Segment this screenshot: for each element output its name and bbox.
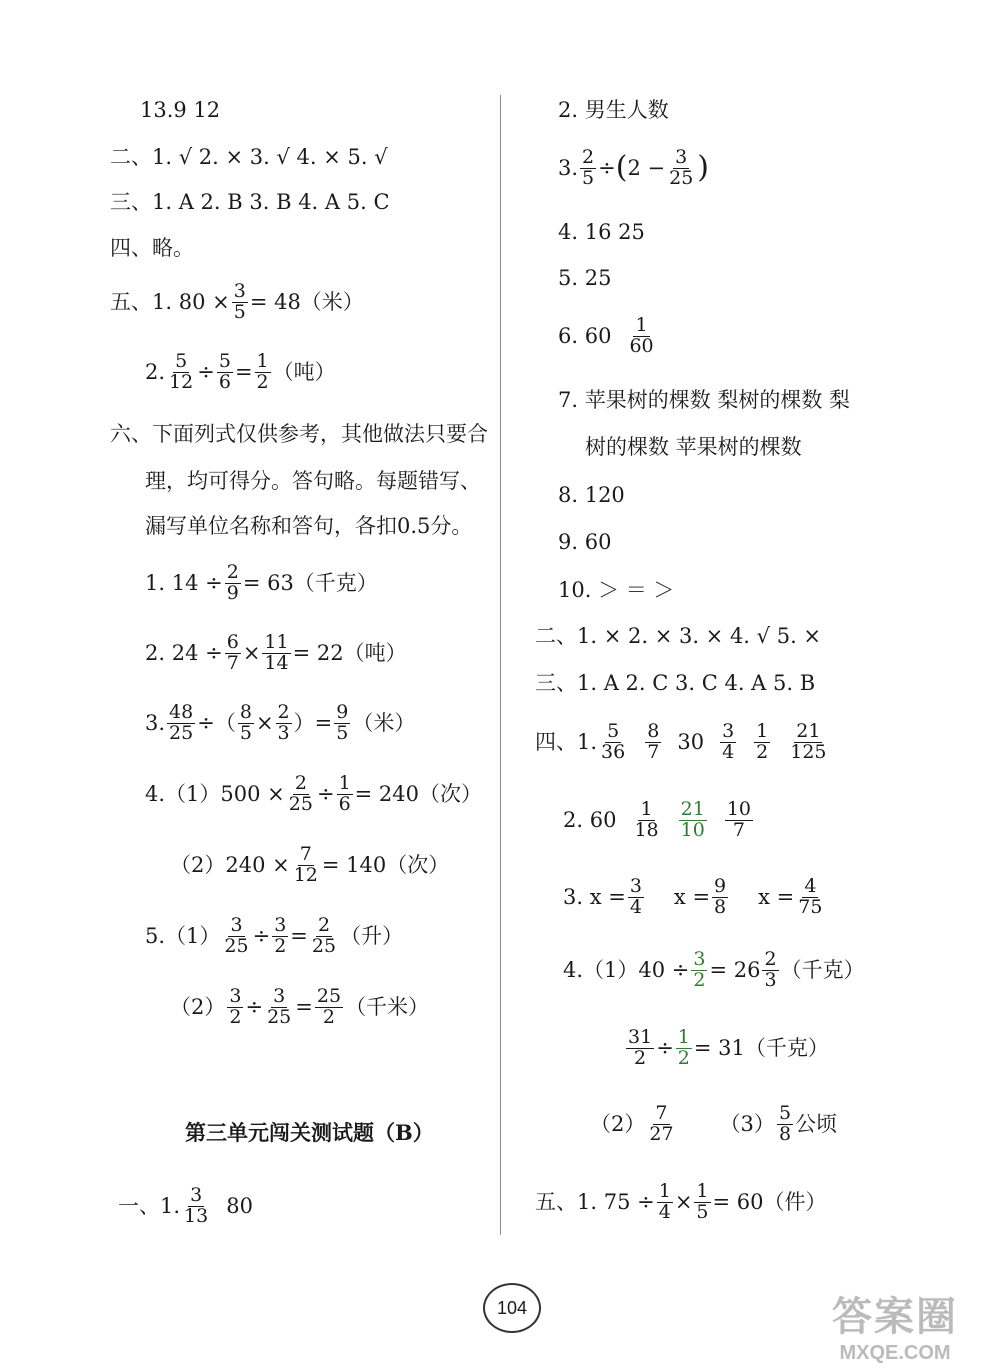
answer-text: = [290,923,308,948]
fraction: $\frac{25}{2}$ [316,985,342,1028]
fraction: $\frac{1}{2}$ [677,1026,690,1069]
fraction: $\frac{11}{14}$ [264,631,289,674]
fraction: $\frac{6}{7}$ [226,631,239,674]
answer-text: x = [673,884,711,909]
answer-text: （2） [170,994,226,1019]
answer-line [145,516,472,537]
watermark-sub: MXQE.COM [839,1342,951,1364]
answer-text: = 63（千克） [242,570,378,595]
answer-line [558,222,645,243]
answer-text: 10. ＞ ＝ ＞ [558,578,675,602]
fraction: $\frac{2}{5}$ [582,146,595,189]
answer-line [535,673,815,694]
answer-text: = 60（件） [712,1189,827,1214]
answer-line [558,268,611,289]
heading-text: 第三单元闯关测试题（B） [185,1120,434,1145]
answer-text: ÷ [316,781,335,806]
watermark-main: 答案圈 [832,1295,958,1339]
answer-text: （升） [340,923,404,948]
answer-line [558,580,674,601]
answer-text: ÷ [245,994,264,1019]
answer-text: 四、略。 [110,236,194,260]
answer-line [145,774,482,815]
column-divider [500,95,501,1235]
fraction: $\frac{48}{25}$ [169,701,194,744]
answer-text: ÷ [197,359,215,384]
fraction: $\frac{2}{3}$ [764,948,777,991]
answer-text: 8. 120 [558,483,625,507]
fraction: $\frac{3}{25}$ [669,146,694,189]
fraction: $\frac{21}{10}$ [680,798,705,841]
answer-line [624,1028,829,1069]
fraction: $\frac{21}{125}$ [790,720,827,763]
fraction: $\frac{2}{25}$ [311,914,337,957]
answer-text: = [295,994,313,1019]
answer-text: × [674,1189,693,1214]
answer-text: ）= [293,710,333,735]
answer-text: 3. [558,155,579,180]
fraction: $\frac{5}{36}$ [601,720,626,763]
fraction: $\frac{3}{25}$ [267,985,292,1028]
answer-line [110,282,364,323]
answer-line [140,100,220,121]
answer-line [110,147,388,168]
answer-text: ÷ [656,1035,674,1060]
answer-text: 6. 60 [558,323,612,348]
answer-text: 六、下面列式仅供参考，其他做法只要合 [110,422,488,446]
answer-text: （2）240 × [170,852,290,877]
answer-line [558,390,850,411]
answer-line [170,987,429,1028]
answer-text: = 22（吨） [292,640,407,665]
section-heading [185,1122,434,1143]
answer-text: = 26 [709,957,761,982]
answer-line [558,485,625,506]
fraction: $\frac{3}{5}$ [233,280,246,323]
answer-text: ÷（ [197,710,236,735]
answer-text: = [234,359,253,384]
answer-text: 三、1. A 2. B 3. B 4. A 5. C [110,190,390,214]
answer-line [145,471,481,492]
fraction: $\frac{8}{7}$ [647,720,660,763]
answer-text: 二、1. √ 2. × 3. √ 4. × 5. √ [110,145,388,169]
answer-text: （3） [719,1111,775,1136]
fraction: $\frac{3}{2}$ [693,948,706,991]
fraction: $\frac{4}{75}$ [798,875,823,918]
answer-text: × [242,640,261,665]
answer-text: 2 − [627,155,666,180]
answer-text: （吨） [272,359,336,384]
answer-line [563,877,826,918]
fraction: $\frac{2}{3}$ [277,701,290,744]
fraction: $\frac{3}{25}$ [224,914,249,957]
fraction: $\frac{31}{2}$ [628,1026,653,1069]
answer-text: 三、1. A 2. C 3. C 4. A 5. B [535,671,816,695]
answer-text: = 48（米） [249,289,364,314]
answer-line [110,238,194,259]
fraction: $\frac{5}{12}$ [169,350,194,393]
answer-line [145,703,415,744]
fraction: $\frac{1}{18}$ [634,798,659,841]
page-number-text: 104 [496,1297,528,1318]
answer-text: 3. [145,710,166,735]
watermark-logo [800,1285,990,1365]
page-number [483,1283,541,1333]
answer-line [118,1186,253,1227]
answer-line [558,100,669,121]
answer-text: （千米） [345,994,430,1019]
answer-text: （千克） [780,957,865,982]
fraction: $\frac{1}{2}$ [256,350,269,393]
answer-text: ÷ [252,923,271,948]
answer-text: ( [615,150,628,186]
fraction: $\frac{7}{27}$ [649,1102,674,1145]
answer-text: = 240（次） [354,781,483,806]
answer-text: 五、1. 75 ÷ [535,1189,655,1214]
fraction: $\frac{3}{4}$ [722,720,735,763]
answer-text: 2. [145,359,166,384]
answer-line [145,352,336,393]
answer-line [558,148,709,189]
answer-text: 2. 24 ÷ [145,640,223,665]
answer-text: ÷ [598,155,616,180]
answer-text: = 31（千克） [693,1035,829,1060]
fraction: $\frac{2}{25}$ [288,772,313,815]
answer-text: （2） [590,1111,646,1136]
answer-text: 7. 苹果树的棵数 梨树的棵数 梨 [558,388,851,412]
answer-text: （米） [352,710,416,735]
fraction: $\frac{5}{6}$ [218,350,231,393]
answer-line [563,950,865,991]
answer-text: 4.（1）40 ÷ [563,957,690,982]
answer-text: x = [758,884,795,909]
fraction: $\frac{1}{5}$ [696,1180,709,1223]
answer-text: 4. 16 25 [558,220,645,244]
answer-text: = 140（次） [321,852,450,877]
answer-text: 9. 60 [558,530,612,554]
answer-text: ) [697,150,710,186]
answer-text: 2. 60 [563,807,617,832]
answer-text: 5. 25 [558,266,612,290]
answer-line [590,1104,837,1145]
answer-line [563,800,755,841]
fraction: $\frac{2}{9}$ [226,561,239,604]
answer-line [110,424,488,445]
answer-line [585,437,802,458]
fraction: $\frac{9}{5}$ [336,701,349,744]
fraction: $\frac{1}{6}$ [338,772,351,815]
answer-text: 1. 14 ÷ [145,570,223,595]
fraction: $\frac{1}{60}$ [629,314,654,357]
answer-text: 13.9 12 [140,98,221,122]
answer-line [110,192,390,213]
fraction: $\frac{1}{4}$ [658,1180,671,1223]
fraction: $\frac{3}{2}$ [229,985,242,1028]
answer-text: × [255,710,274,735]
answer-text: 80 [226,1193,253,1218]
fraction: $\frac{9}{8}$ [714,875,727,918]
answer-text: 理，均可得分。答句略。每题错写、 [145,469,481,493]
fraction: $\frac{1}{2}$ [756,720,769,763]
answer-text: 五、1. 80 × [110,289,230,314]
fraction: $\frac{7}{12}$ [293,843,318,886]
fraction: $\frac{8}{5}$ [239,701,252,744]
answer-text: 5.（1） [145,923,221,948]
answer-line [145,633,407,674]
answer-line [535,1182,827,1223]
answer-text: 30 [677,729,705,754]
answer-text: 四、1. [535,729,598,754]
answer-line [535,722,831,763]
answer-line [558,316,658,357]
answer-line [145,916,403,957]
answer-line [170,845,449,886]
fraction: $\frac{3}{2}$ [274,914,287,957]
answer-text: 二、1. × 2. × 3. × 4. √ 5. × [535,624,822,648]
answer-text: 4.（1）500 × [145,781,285,806]
answer-line [145,563,378,604]
answer-text: 3. x = [563,884,626,909]
fraction: $\frac{3}{4}$ [629,875,642,918]
answer-text: 漏写单位名称和答句，各扣0.5分。 [145,514,473,538]
fraction: $\frac{10}{7}$ [726,798,751,841]
answer-text: 树的棵数 苹果树的棵数 [585,435,802,459]
fraction: $\frac{5}{8}$ [778,1102,792,1145]
fraction: $\frac{3}{13}$ [184,1184,209,1227]
answer-text: 公顷 [795,1111,838,1136]
answer-line [558,532,611,553]
answer-text: 2. 男生人数 [558,98,669,122]
answer-text: 一、1. [118,1193,181,1218]
answer-line [535,626,821,647]
